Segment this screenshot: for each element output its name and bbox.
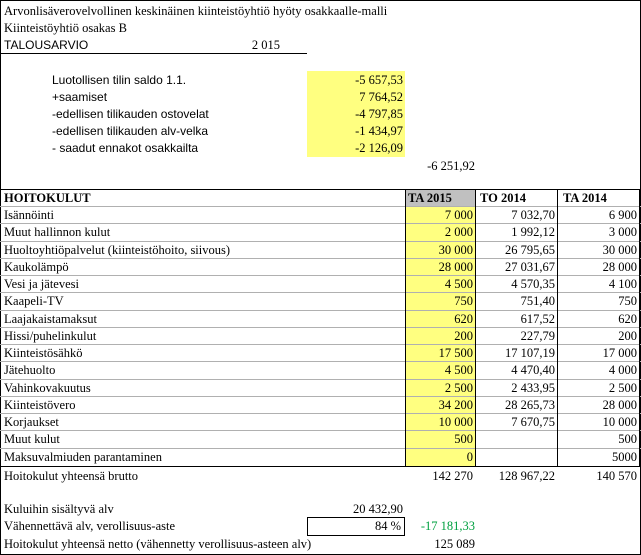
cost-cell-ta2014: 28 000 (602, 260, 637, 274)
row-divider (0, 448, 641, 449)
row-divider (0, 241, 641, 242)
gross-ta2014: 140 570 (596, 469, 637, 483)
cost-cell-ta2015[interactable]: 28 000 (438, 260, 473, 274)
row-divider (0, 413, 641, 414)
cost-row-label: Kaukolämpö (4, 260, 69, 274)
cost-cell-ta2014: 30 000 (602, 243, 637, 257)
cost-cell-to2014: 7 032,70 (511, 208, 555, 222)
balance-total: -6 251,92 (427, 159, 475, 173)
grid-v-1 (475, 190, 476, 467)
col-to2014: TO 2014 (480, 191, 526, 205)
cost-cell-to2014: 7 670,75 (511, 415, 555, 429)
cost-cell-ta2015[interactable]: 200 (454, 329, 473, 343)
net-label: Hoitokulut yhteensä netto (vähennetty verollisuus-asteen alv) (4, 537, 312, 551)
row-divider (0, 206, 641, 207)
grid-v-2 (557, 190, 558, 467)
gross-label: Hoitokulut yhteensä brutto (4, 469, 139, 483)
cost-row-label: Kaapeli-TV (4, 294, 64, 308)
vat-deductible-pct[interactable]: 84 % (374, 519, 401, 533)
cost-row-label: Jätehuolto (4, 363, 56, 377)
cost-cell-ta2015[interactable]: 30 000 (438, 243, 473, 257)
cost-cell-to2014 (475, 431, 555, 448)
cost-cell-ta2015[interactable]: 4 500 (444, 277, 473, 291)
cost-cell-ta2015[interactable]: 2 500 (444, 381, 473, 395)
cost-cell-ta2014: 200 (618, 329, 637, 343)
row-divider (0, 292, 641, 293)
cost-row-label: Laajakaistamaksut (4, 312, 98, 326)
grid-v-3 (639, 190, 640, 467)
cost-row-label: Isännöinti (4, 208, 54, 222)
cost-row-label: Muut hallinnon kulut (4, 225, 111, 239)
cost-cell-ta2014: 750 (618, 294, 637, 308)
cost-cell-ta2015[interactable]: 0 (466, 450, 473, 464)
gross-ta2015: 142 270 (432, 469, 473, 483)
cost-cell-ta2014: 4 000 (608, 363, 637, 377)
cost-cell-ta2015[interactable]: 500 (454, 432, 473, 446)
cost-cell-to2014: 751,40 (520, 294, 555, 308)
cost-cell-to2014 (475, 449, 555, 466)
cost-row-label: Vesi ja jätevesi (4, 277, 79, 291)
cost-row-label: Vahinkovakuutus (4, 381, 91, 395)
cost-cell-ta2015[interactable]: 4 500 (444, 363, 473, 377)
cost-cell-ta2014: 3 000 (608, 225, 637, 239)
cost-row-label: Hissi/puhelinkulut (4, 329, 97, 343)
row-divider (0, 275, 641, 276)
balance-item-label: Luotollisen tilin saldo 1.1. (52, 73, 187, 87)
sheet-title: Arvonlisäverovelvollinen keskinäinen kiinteistöyhtiö hyöty osakkaalle-malli (4, 4, 388, 18)
cost-cell-ta2015[interactable]: 17 500 (438, 346, 473, 360)
row-divider (0, 344, 641, 345)
header-underline (0, 53, 307, 54)
balance-item-label: -edellisen tilikauden alv-velka (52, 124, 209, 138)
cost-row-label: Kiinteistösähkö (4, 346, 83, 360)
balance-item-value[interactable]: -4 797,85 (355, 107, 403, 121)
row-divider (0, 361, 641, 362)
balance-item-label: - saadut ennakot osakkailta (52, 141, 199, 155)
cost-cell-to2014: 2 433,95 (511, 381, 555, 395)
balance-item-value[interactable]: 7 764,52 (359, 90, 403, 104)
balance-item-value[interactable]: -5 657,53 (355, 73, 403, 87)
cost-cell-to2014: 4 570,35 (511, 277, 555, 291)
budget-label: TALOUSARVIO (4, 38, 89, 52)
col-ta2015: TA 2015 (408, 191, 452, 205)
cost-cell-to2014: 617,52 (520, 312, 555, 326)
cost-cell-to2014: 26 795,65 (505, 243, 555, 257)
cost-cell-ta2014: 4 100 (608, 277, 637, 291)
cost-row-label: Maksuvalmiuden parantaminen (4, 450, 162, 464)
costs-top-border (0, 189, 641, 190)
cost-cell-ta2015[interactable]: 750 (454, 294, 473, 308)
row-divider (0, 327, 641, 328)
gross-top-border (0, 466, 641, 467)
vat-included-label: Kuluihin sisältyvä alv (4, 502, 114, 516)
balance-item-value[interactable]: -1 434,97 (355, 124, 403, 138)
balance-item-label: -edellisen tilikauden ostovelat (52, 107, 209, 121)
cost-cell-to2014: 227,79 (520, 329, 555, 343)
cost-cell-ta2014: 10 000 (602, 415, 637, 429)
cost-cell-to2014: 4 470,40 (511, 363, 555, 377)
row-divider (0, 310, 641, 311)
cost-cell-ta2014: 2 500 (608, 381, 637, 395)
vat-deductible-value: -17 181,33 (420, 519, 475, 533)
gross-to2014: 128 967,22 (498, 469, 555, 483)
row-divider (0, 223, 641, 224)
cost-cell-to2014: 28 265,73 (505, 398, 555, 412)
row-divider (0, 258, 641, 259)
cost-cell-ta2015[interactable]: 34 200 (438, 398, 473, 412)
cost-row-label: Muut kulut (4, 432, 60, 446)
costs-heading: HOITOKULUT (4, 191, 91, 205)
grid-v-0 (405, 190, 406, 467)
cost-cell-ta2015[interactable]: 2 000 (444, 225, 473, 239)
row-divider (0, 379, 641, 380)
pct-bottom-border (307, 535, 405, 536)
cost-cell-ta2014: 6 900 (608, 208, 637, 222)
col-ta2014: TA 2014 (563, 191, 607, 205)
cost-cell-ta2014: 17 000 (602, 346, 637, 360)
net-value: 125 089 (434, 537, 475, 551)
cost-cell-ta2014: 28 000 (602, 398, 637, 412)
cost-cell-ta2015[interactable]: 10 000 (438, 415, 473, 429)
budget-year: 2 015 (251, 38, 280, 52)
vat-deductible-label: Vähennettävä alv, verollisuus-aste (4, 519, 176, 533)
cost-row-label: Korjaukset (4, 415, 59, 429)
vat-included-value: 20 432,90 (353, 502, 403, 516)
cost-cell-to2014: 17 107,19 (505, 346, 555, 360)
row-divider (0, 396, 641, 397)
cost-cell-ta2014: 5000 (612, 450, 637, 464)
cost-cell-ta2015[interactable]: 7 000 (444, 208, 473, 222)
cost-cell-to2014: 27 031,67 (505, 260, 555, 274)
company-name: Kiinteistöyhtiö osakas B (4, 21, 127, 35)
cost-cell-ta2014: 620 (618, 312, 637, 326)
balance-item-value[interactable]: -2 126,09 (355, 141, 403, 155)
cost-cell-ta2014: 500 (618, 432, 637, 446)
cost-cell-to2014: 1 992,12 (511, 225, 555, 239)
cost-cell-ta2015[interactable]: 620 (454, 312, 473, 326)
cost-row-label: Kiinteistövero (4, 398, 76, 412)
row-divider (0, 430, 641, 431)
balance-item-label: +saamiset (52, 90, 108, 104)
cost-row-label: Huoltoyhtiöpalvelut (kiinteistöhoito, siivous) (4, 243, 231, 257)
